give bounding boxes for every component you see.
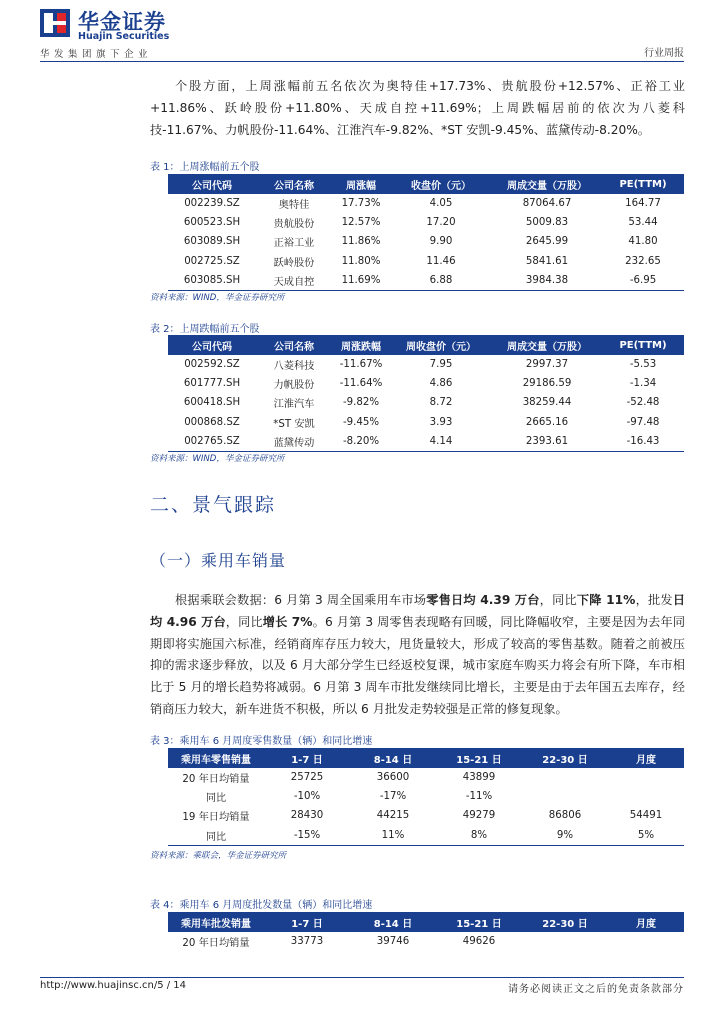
table-cell: -17% [379, 791, 407, 803]
table1-header: 周涨幅 [332, 174, 390, 194]
table-cell: 6.88 [390, 271, 492, 291]
text-run-bold: 日均 4.96 万台 [150, 593, 686, 629]
table-cell: -11% [465, 791, 493, 803]
table-cell: 11.69% [332, 271, 390, 291]
table1-top-gainers [168, 174, 684, 291]
table-cell: 25725 [290, 772, 324, 784]
table-cell: 2665.16 [525, 416, 569, 428]
table-cell: 5% [608, 826, 684, 846]
text-run: ，同比 [539, 593, 577, 607]
table-cell: 12.57% [341, 217, 381, 229]
table-cell: 164.77 [625, 198, 661, 210]
table-cell: 43899 [462, 772, 496, 784]
table-cell: 蓝黛传动 [256, 432, 332, 452]
table-cell: 39746 [376, 936, 410, 948]
table-cell: 49279 [462, 810, 496, 822]
table-cell [608, 768, 684, 787]
table2-header: 周收盘价（元） [390, 335, 492, 355]
group-subtitle: 华发集团旗下企业 [40, 49, 153, 60]
table-cell: 2645.99 [525, 236, 569, 248]
table4-header: 月度 [608, 912, 684, 932]
table3-header: 1-7 日 [264, 748, 350, 768]
table-cell: 天成自控 [256, 271, 332, 291]
table-cell: 奥特佳 [278, 200, 310, 212]
table-cell: 603089.SH [183, 236, 241, 248]
table1-caption: 表 1：上周涨幅前五个股 [150, 162, 260, 173]
table-cell: 38259.44 [522, 397, 572, 409]
text-run: ，批发 [635, 593, 673, 607]
table-cell: 3984.38 [492, 271, 602, 291]
table2-header: 周涨跌幅 [332, 335, 390, 355]
table-cell: -9.82% [342, 397, 380, 409]
table-cell: 同比 [205, 793, 227, 805]
table-cell: 八菱科技 [273, 361, 315, 373]
table2-header: PE(TTM) [602, 335, 684, 355]
table3-header-row [168, 748, 684, 768]
table1-header: 公司代码 [168, 174, 256, 194]
table-cell: 600523.SH [183, 217, 241, 229]
table-cell: 19 年日均销量 [182, 812, 250, 824]
table-cell: -11.67% [339, 359, 383, 371]
table3-caption: 表 3：乘用车 6 月周度零售数量（辆）和同比增速 [150, 736, 373, 747]
table2-header: 公司名称 [256, 335, 332, 355]
table-cell-negative: -16.43 [602, 432, 684, 452]
table4-header: 22-30 日 [522, 912, 608, 932]
table-row [168, 271, 684, 291]
table-cell: 江淮汽车 [273, 399, 315, 411]
table-cell [522, 787, 608, 806]
table-cell: 36600 [376, 772, 410, 784]
footer-url-page[interactable]: http://www.huajinsc.cn/5 / 14 [40, 980, 187, 991]
table-cell: -11.64% [339, 378, 383, 390]
table-cell: 29186.59 [522, 378, 572, 390]
table-cell: 603085.SH [168, 271, 256, 291]
table-cell: 002592.SZ [184, 359, 240, 371]
body-paragraph [150, 590, 685, 721]
table-cell: 11.46 [426, 255, 456, 267]
table4-header: 1-7 日 [264, 912, 350, 932]
table2-header-row [168, 335, 684, 355]
table-cell: 5841.61 [525, 255, 569, 267]
table2-header: 公司代码 [168, 335, 256, 355]
table-cell: 11.80% [341, 255, 381, 267]
table-cell: 002725.SZ [184, 255, 240, 267]
table1-header-row [168, 174, 684, 194]
text-run-bold: 增长 7% [262, 614, 313, 629]
table2-caption: 表 2：上周跌幅前五个股 [150, 324, 260, 335]
table1-header: 收盘价（元） [390, 174, 492, 194]
report-type: 行业周报 [644, 48, 684, 59]
table-cell: 跃岭股份 [273, 257, 315, 269]
table-cell: 11% [350, 826, 436, 846]
table1-header: 周成交量（万股） [492, 174, 602, 194]
table1-header: PE(TTM) [602, 174, 684, 194]
header-divider [40, 61, 684, 62]
table-row [168, 806, 684, 825]
table-cell [522, 768, 608, 787]
text-run-bold: 零售日均 4.39 万台 [426, 593, 540, 607]
table-cell: 20 年日均销量 [182, 938, 250, 950]
text-run: ，同比 [225, 614, 263, 629]
subsection-title: （一）乘用车销量 [150, 551, 287, 570]
table3-header: 15-21 日 [436, 748, 522, 768]
table-cell: 同比 [168, 826, 264, 846]
footer-divider [40, 977, 684, 978]
table-cell: 33773 [290, 936, 324, 948]
table-cell-negative: -6.95 [602, 271, 684, 291]
table-cell: 4.86 [429, 378, 453, 390]
table-cell: 7.95 [429, 359, 453, 371]
table-row [168, 194, 684, 213]
table4-header-row [168, 912, 684, 932]
table-cell: 002239.SZ [184, 198, 240, 210]
table-cell [522, 932, 608, 951]
text-run-bold: 下降 11% [576, 593, 636, 607]
table-cell: -8.20% [332, 432, 390, 452]
text-run: 根据乘联会数据：6 月第 3 周全国乘用车市场 [175, 593, 427, 607]
table-cell: 17.73% [341, 198, 381, 210]
table-cell-negative: -97.48 [626, 416, 660, 428]
table-cell: *ST 安凯 [273, 418, 315, 430]
table3-source: 资料来源：乘联会，华金证券研究所 [150, 851, 287, 861]
table-cell: 3.93 [429, 416, 453, 428]
table-cell: 54491 [629, 810, 663, 822]
table4-wholesale-sales [168, 912, 684, 951]
intro-paragraph: 个股方面，上周涨幅前五名依次为奥特佳+17.73%、贵航股份+12.57%、正裕工业+11.86%、跃岭股份+11.80%、天成自控+11.69%；上周跌幅居前的依次为八菱科技-11.67%、力帆股份-11.64%、江淮汽车-9.82%、*ST 安凯-9.45%、蓝黛传动-8.20%。 [150, 79, 685, 137]
table-cell: 86806 [548, 810, 582, 822]
table-cell: 28430 [290, 810, 324, 822]
table4-header: 乘用车批发销量 [168, 912, 264, 932]
footer-disclaimer: 请务必阅读正文之后的免责条款部分 [508, 984, 684, 995]
table2-top-losers [168, 335, 684, 452]
table-cell: -9.45% [342, 416, 380, 428]
table-cell: 11.86% [341, 236, 381, 248]
logo-text-cn: 华金证券 [78, 10, 166, 34]
table4-header: 15-21 日 [436, 912, 522, 932]
table-cell: 4.14 [390, 432, 492, 452]
table1-header: 公司名称 [256, 174, 332, 194]
table-cell: 000868.SZ [184, 416, 240, 428]
table-row [168, 355, 684, 374]
table-cell [608, 932, 684, 951]
table-row [168, 393, 684, 412]
table-cell: -10% [293, 791, 321, 803]
table3-header: 8-14 日 [350, 748, 436, 768]
table-cell-negative: -1.34 [629, 378, 657, 390]
table-cell: 600418.SH [183, 397, 241, 409]
table-cell: 44215 [376, 810, 410, 822]
table3-header: 乘用车零售销量 [168, 748, 264, 768]
table-row [168, 374, 684, 393]
table-row [168, 787, 684, 806]
table-cell-negative: -52.48 [626, 397, 660, 409]
table4-caption: 表 4：乘用车 6 月周度批发数量（辆）和同比增速 [150, 900, 373, 911]
table-cell: -15% [264, 826, 350, 846]
text-run: 。6 月第 3 周零售表现略有回暖，同比降幅收窄，主要是因为去年同期即将实施国六标准，经销商库存压力较大，甩货量较大，形成了较高的零售基数。随着之前被压抑的需求逐步释放，以及 6 月大部分学生已经返校复课，城市家庭车购买力将会有所下降，车市相比于 5 月的增长趋势将减弱。6 月第 3 周车市批发继续同比增长，主要是由于去年国五去库存，经销商压力较大，新车进货不积极，所以 6 月批发走势较强是正常的修复现象。 [150, 614, 686, 716]
table-cell: 正裕工业 [273, 238, 315, 250]
table3-header: 22-30 日 [522, 748, 608, 768]
table-row [168, 232, 684, 251]
table-cell: 41.80 [628, 236, 658, 248]
table-cell: 601777.SH [183, 378, 241, 390]
table2-header: 周成交量（万股） [492, 335, 602, 355]
table-cell: 2997.37 [525, 359, 569, 371]
table3-header: 月度 [608, 748, 684, 768]
table-row [168, 413, 684, 432]
table-cell: 力帆股份 [273, 380, 315, 392]
table-row [168, 826, 684, 846]
table-row [168, 432, 684, 452]
table-cell-negative: -5.53 [629, 359, 657, 371]
table-cell: 8% [436, 826, 522, 846]
table-cell: 20 年日均销量 [182, 774, 250, 786]
logo-text-en: Huajin Securities [78, 31, 170, 42]
table3-retail-sales [168, 748, 684, 846]
table-cell: 87064.67 [522, 198, 572, 210]
table4-header: 8-14 日 [350, 912, 436, 932]
section-title: 二、景气跟踪 [150, 494, 277, 516]
huajin-logo-icon [40, 9, 70, 37]
table2-source: 资料来源：WIND，华金证券研究所 [150, 454, 285, 464]
table-cell: 49626 [462, 936, 496, 948]
table-cell: 232.65 [625, 255, 661, 267]
table-row [168, 768, 684, 787]
table-cell: 贵航股份 [273, 219, 315, 231]
table-cell: 8.72 [429, 397, 453, 409]
table-cell: 2393.61 [492, 432, 602, 452]
table-cell: 5009.83 [525, 217, 569, 229]
table-cell: 9.90 [429, 236, 453, 248]
table-cell [608, 787, 684, 806]
table-row [168, 213, 684, 232]
table-cell: 53.44 [628, 217, 658, 229]
table1-source: 资料来源：WIND，华金证券研究所 [150, 293, 285, 303]
table-row [168, 252, 684, 271]
table-cell: 9% [522, 826, 608, 846]
table-cell: 17.20 [426, 217, 456, 229]
table-row [168, 932, 684, 951]
table-cell: 002765.SZ [168, 432, 256, 452]
table-cell: 4.05 [429, 198, 453, 210]
